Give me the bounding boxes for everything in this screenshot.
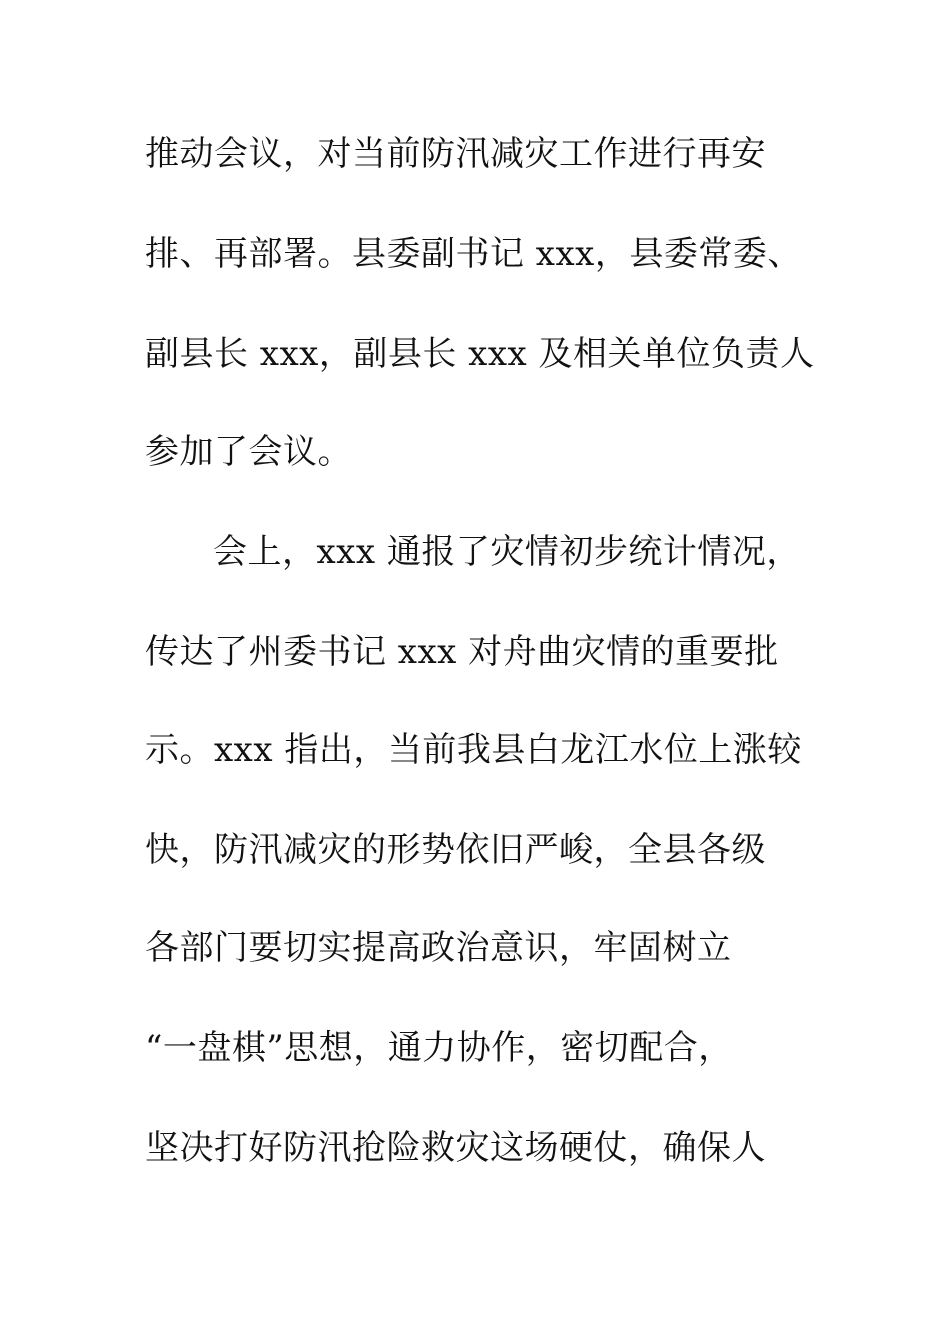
paragraph-line: 坚决打好防汛抢险救灾这场硬仗，确保人: [145, 1128, 766, 1168]
paragraph-line: 传达了州委书记 xxx 对舟曲灾情的重要批: [145, 632, 779, 672]
paragraph-line: “一盘棋”思想，通力协作，密切配合，: [145, 1028, 733, 1068]
paragraph-line: 参加了会议。: [145, 432, 352, 472]
paragraph-line: 会上，xxx 通报了灾情初步统计情况，: [213, 532, 801, 572]
paragraph-line: 推动会议，对当前防汛减灾工作进行再安: [145, 134, 766, 174]
paragraph-line: 排、再部署。县委副书记 xxx，县委常委、: [145, 234, 802, 274]
paragraph-line: 各部门要切实提高政治意识，牢固树立: [145, 928, 732, 968]
paragraph-line: 副县长 xxx，副县长 xxx 及相关单位负责人: [145, 334, 815, 374]
paragraph-line: 示。xxx 指出，当前我县白龙江水位上涨较: [145, 730, 802, 770]
paragraph-line: 快，防汛减灾的形势依旧严峻，全县各级: [145, 830, 766, 870]
